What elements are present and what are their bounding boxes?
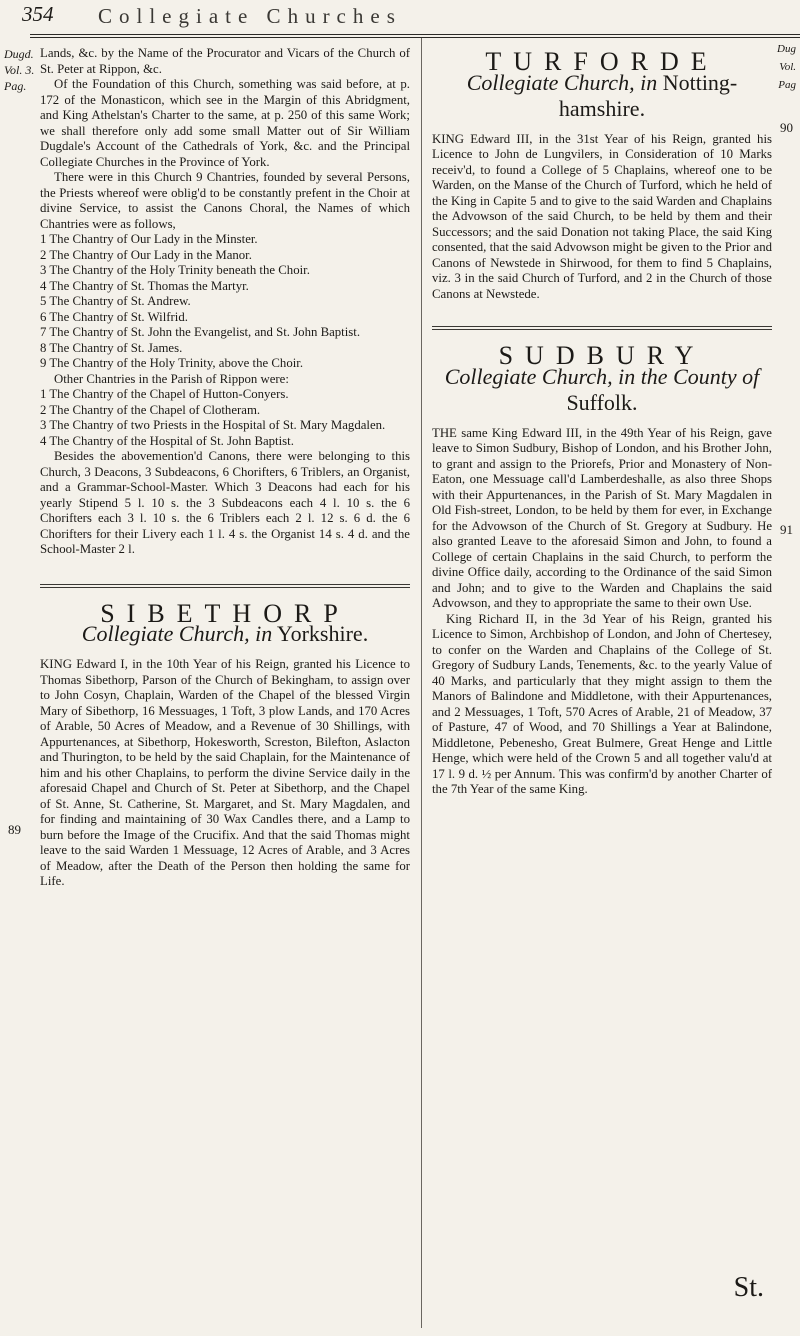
- list-item: 4 The Chantry of the Hospital of St. John Baptist.: [40, 433, 294, 448]
- subheading-plain: Notting-hamshire.: [558, 69, 738, 121]
- other-chantry-list: [40, 387, 410, 449]
- subheading-italic: Collegiate Church,: [466, 69, 635, 95]
- section-rule: [40, 587, 410, 588]
- list-item: 4 The Chantry of St. Thomas the Martyr.: [40, 278, 249, 293]
- section-heading: SUDBURY: [498, 341, 706, 370]
- right-edge-fragment: Pag: [778, 79, 796, 91]
- margin-number-sudbury: 91: [780, 522, 793, 537]
- intro-paragraph: Lands, &c. by the Name of the Procurator and Vicars of the Church of St. Peter at Rippon, &c.: [40, 46, 410, 76]
- other-chantries-intro: Other Chantries in the Parish of Rippon were:: [54, 371, 289, 386]
- subheading-italic: Collegiate Church, in: [81, 621, 273, 646]
- right-edge-margin: [776, 40, 796, 94]
- left-margin-note: [4, 46, 38, 94]
- margin-number-turforde: 90: [780, 120, 793, 135]
- margin-note-line: Dugd.: [4, 47, 34, 61]
- turforde-body: KING Edward III, in the 31st Year of his Reign, granted his Licence to John de Lungvilers, in Consideration of 10 Marks receiv'd, to found a College of 5 Chaplains, whereof one to be Warden, on the Manse of the Church of Turford, which he held of the King in Capite 5 and to give to the said Warden and Chaplains the Advowson of the said Church, to be held by them and their Successors; and the said Donation not taking Place, the said King consented, that the said Advowson might be given to the Prior and Canons of Newstede in Shirwood, for them to find 5 Chaplains, viz. 3 in the said Church of Turford, and 2 in the Church of those Canons at Newstede.: [432, 131, 772, 301]
- section-rule: [432, 329, 772, 330]
- section-subheading: [432, 364, 772, 416]
- section-subheading: [432, 70, 772, 122]
- staff-paragraph: Besides the abovemention'd Canons, there were belonging to this Church, 3 Deacons, 3 Subdeacons, 6 Chorifters, 6 Triblers, an Organist, and a Grammar-School-Master. Which 3 Deacons had each for his yearly Stipend 5 l. 10 s. the 3 Subdeacons each 4 l. 10 s. the 6 Chorifters each 3 l. 10 s. the 6 Triblers each 2 l. 12 s. 6 d. the 6 Chorifters for their Livery each 1 l. 4 s. the Organist 14 s. 4 d. and the School-Master 2 l.: [40, 449, 410, 556]
- list-item: 3 The Chantry of two Priests in the Hospital of St. Mary Magdalen.: [40, 418, 386, 432]
- section-rule: [40, 584, 410, 585]
- left-column: [40, 46, 410, 890]
- column-divider: [421, 38, 422, 1328]
- list-item: 2 The Chantry of the Chapel of Clotheram.: [40, 402, 261, 417]
- list-item: 1 The Chantry of Our Lady in the Minster.: [40, 232, 258, 246]
- section-heading: SIBETHORP: [100, 598, 350, 628]
- chantries-intro: There were in this Church 9 Chantries, founded by several Persons, the Priests whereof were oblig'd to be constantly prefent in the Choir at divine Service, to assist the Canons Choral, the Names of which Chantries were as follows,: [40, 170, 410, 231]
- sudbury-section: [432, 326, 772, 798]
- margin-note-line: Vol. 3.: [4, 63, 35, 77]
- list-item: 2 The Chantry of Our Lady in the Manor.: [40, 247, 252, 262]
- list-item: 1 The Chantry of the Chapel of Hutton-Conyers.: [40, 387, 289, 401]
- right-column: [432, 40, 772, 798]
- subheading-plain: Yorkshire.: [276, 621, 369, 646]
- right-edge-fragment: Vol.: [779, 61, 796, 73]
- subheading-plain: Suffolk.: [566, 389, 638, 415]
- list-item: 8 The Chantry of St. James.: [40, 340, 183, 355]
- section-rule: [432, 326, 772, 327]
- sibthorp-section: [40, 584, 410, 890]
- chantry-list: [40, 232, 410, 372]
- subheading-italic: Collegiate Church, in the County of: [444, 363, 760, 389]
- catchword: St.: [733, 1272, 764, 1303]
- page-number: 354: [22, 2, 54, 26]
- sudbury-body-2: King Richard II, in the 3d Year of his Reign, granted his Licence to Simon, Archbishop of London, and John of Chertesey, to confer on the Warden and Chaplains of the College of St. Gregory of Sudbury Lands, Tenements, &c. to the yearly Value of 40 Marks, and particularly that they might assign to them the Manors of Balindone and Middletone, with their Appurtenances, and 2 Messuages, 1 Toft, 570 Acres of Arable, 21 of Meadow, 37 of Pasture, 47 of Wood, and 70 Shillings a Year at Balindone, Middletone, Pebenesho, Great Bulmere, Great Henge and Little Henge, which were held of the Crown 5 and all together valu'd at 17 l. 9 d. ½ per Annum. This was confirm'd by another Charter of the 7th Year of the same King.: [432, 611, 772, 796]
- header-rule: [30, 34, 800, 35]
- sibthorp-body: KING Edward I, in the 10th Year of his Reign, granted his Licence to Thomas Sibethorp, Parson of the Church of Bekingham, to assign over to John Cosyn, Chaplain, Warden of the Chapel of the blessed Virgin Mary of Sibethorp, 16 Messuages, 1 Toft, 3 plow Lands, and 170 Acres of Arable, 50 Acres of Meadow, and a Revenue of 30 Shillings, with Appurtenances, at Sibethorp, Hokesworth, Screston, Bilefton, Aslacton and Thurington, to be held by the said Chaplain, for the Maintenance of him and his other Chaplains, to perform the divine Service daily in the aforesaid Chapel and Church of St. Peter at Sibethorp, and the Chapel of St. Anne, St. Catherine, St. Margaret, and St. Mary Magdalen, and for finding and maintaining of 30 Wax Candles there, and a Lamp to burn before the Image of the Crucifix. And that the said Thomas might leave to the said Warden 1 Messuage, 12 Acres of Arable, and 3 Acres of Meadow, after the Death of the Person then holding the same for Life.: [40, 657, 410, 888]
- section-heading: TURFORDE: [485, 47, 719, 76]
- list-item: 5 The Chantry of St. Andrew.: [40, 294, 191, 308]
- right-edge-fragment: Dug: [777, 43, 796, 55]
- turforde-section: [432, 47, 772, 302]
- section-subheading: [40, 621, 410, 647]
- margin-note-line: Pag.: [4, 79, 27, 93]
- header-rule-secondary: [30, 37, 800, 38]
- sudbury-body-1: THE same King Edward III, in the 49th Year of his Reign, gave leave to Simon Sudbury, Bishop of London, and his Brother John, to grant and assign to the Priorefs, Prior and Monastery of Non-Eaton, one Messuage call'd Lamberdeshalle, as also three Shops with their Appurtenances, in the Parish of St. Mary Magdalen in Old Fish-street, London, to be held by them for ever, in Exchange for the Advowson of the Church of St. Gregory at Sudbury. He also granted Leave to the aforesaid Simon and John, to found a College of certain Chaplains in the said Church, to perform the divine Office daily, according to the Ordinance of the said Simon and John; and to give to the Warden and Chaplains the said Advowson, and they to appropriate the same to their own Use.: [432, 425, 772, 610]
- list-item: 6 The Chantry of St. Wilfrid.: [40, 309, 188, 324]
- running-title: Collegiate Churches: [98, 4, 402, 28]
- list-item: 7 The Chantry of St. John the Evangelist, and St. John Baptist.: [40, 325, 361, 339]
- list-item: 3 The Chantry of the Holy Trinity beneath the Choir.: [40, 263, 310, 277]
- foundation-paragraph: Of the Foundation of this Church, something was said before, at p. 172 of the Monasticon, which see in the Margin of this Abridgment, and King Athelstan's Charter to the same, at p. 250 of this same Work; we shall therefore only add some small Matter out of Sir William Dugdale's Account of the Cathedrals of York, &c. and the Principal Collegiate Churches in the Province of York.: [40, 77, 410, 169]
- subheading-in: in: [640, 69, 658, 95]
- list-item: 9 The Chantry of the Holy Trinity, above the Choir.: [40, 356, 304, 370]
- margin-number-sibthorp: 89: [8, 822, 21, 837]
